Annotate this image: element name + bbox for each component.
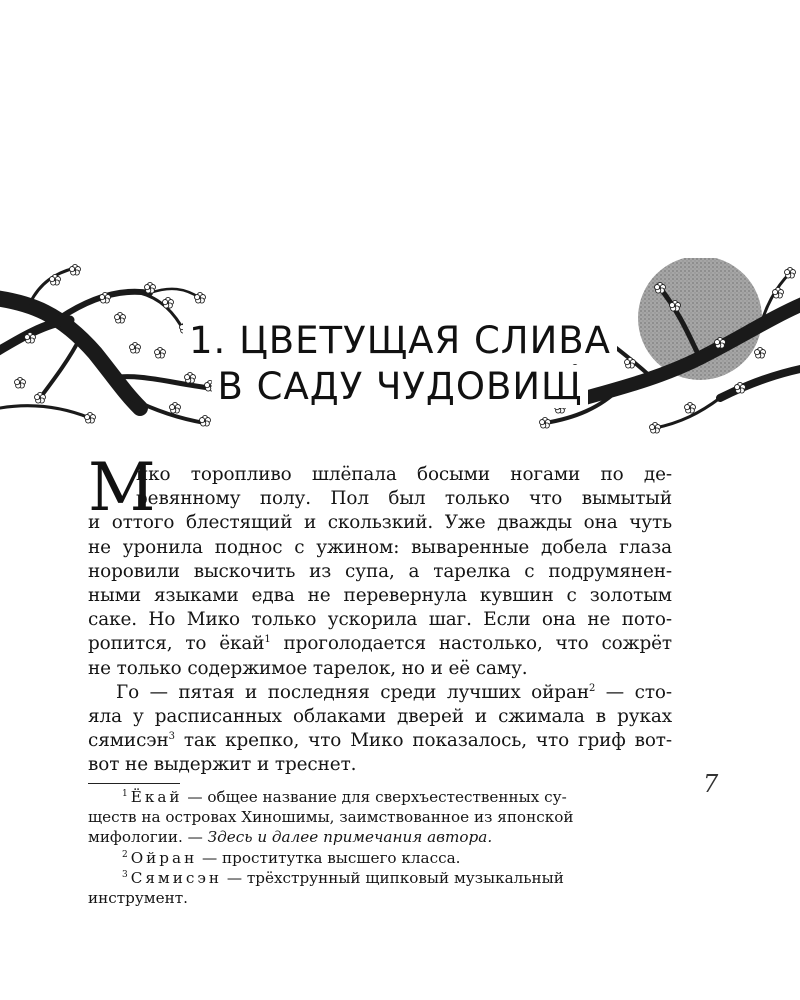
footnote-3-line-2: инструмент. xyxy=(88,888,188,907)
footnote-mark-2[interactable]: 2 xyxy=(589,682,596,694)
paragraph-1 xyxy=(88,449,672,681)
chapter-body-text xyxy=(88,449,672,777)
text-line: яла у расписанных облаками дверей и сжимала в руках xyxy=(88,705,672,727)
footnote-1-line-2: ществ на островах Хиношимы, заимствованное из японской xyxy=(88,808,574,827)
chapter-title xyxy=(0,318,800,410)
paragraph-2 xyxy=(88,681,672,778)
footnote-mark-3[interactable]: 3 xyxy=(168,730,175,742)
text-line: вот не выдержит и треснет. xyxy=(88,754,357,776)
chapter-title-line-2: В САДУ ЧУДОВИЩ xyxy=(212,365,589,408)
text-line: сямисэн$^3$ так крепко, что Мико показалось, что гриф вот- xyxy=(88,730,672,752)
footnote-1: $^1$ Ёкай — общее название для сверхъестественных су- xyxy=(122,788,567,806)
text-line: ропится, то ёкай$^1$ проголодается настолько, что сожрёт xyxy=(88,633,672,655)
drop-cap-letter: М xyxy=(88,449,156,526)
footnote-divider xyxy=(88,783,180,784)
page-number: 7 xyxy=(703,770,719,798)
text-line: саке. Но Мико только ускорила шаг. Если она не пото- xyxy=(88,609,672,631)
chapter-title-line-1: 1. ЦВЕТУЩАЯ СЛИВА xyxy=(183,319,617,362)
text-line: и оттого блестящий и скользкий. Уже дважды она чуть xyxy=(88,512,672,534)
text-line: ными языками едва не перевернула кувшин с золотым xyxy=(88,584,672,606)
footnotes xyxy=(88,787,668,908)
footnote-mark-1[interactable]: 1 xyxy=(264,634,271,646)
footnote-1-line-3: мифологии. — Здесь и далее примечания автора. xyxy=(88,828,493,847)
footnote-3: $^3$ Сямисэн — трёхструнный щипковый музыкальный xyxy=(122,868,564,887)
text-line: норовили выскочить из супа, а тарелка с подрумянен- xyxy=(88,560,672,582)
footnote-2: $^2$ Ойран — проститутка высшего класса. xyxy=(122,848,461,867)
text-line: ико торопливо шлёпала босыми ногами по де- xyxy=(136,464,672,485)
text-line: Го — пятая и последняя среди лучших ойран$^2$ — сто- xyxy=(116,681,672,703)
text-line: ревянному полу. Пол был только что вымытый xyxy=(136,488,672,510)
text-line: не только содержимое тарелок, но и её саму. xyxy=(88,657,528,679)
text-line: не уронила поднос с ужином: вываренные добела глаза xyxy=(88,536,672,558)
